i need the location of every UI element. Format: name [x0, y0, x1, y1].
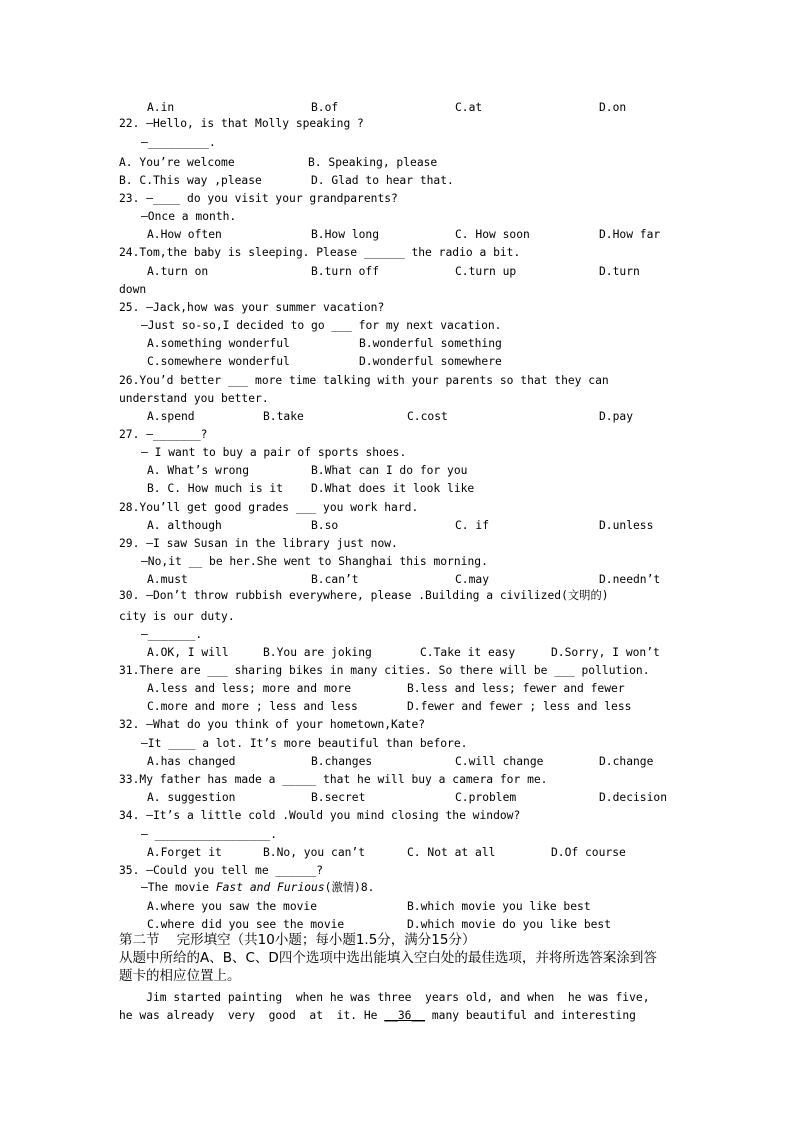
- q24-option-d: D.turn: [599, 265, 640, 278]
- section-title: 第二节 完形填空（共10小题；每小题1.5分，满分15分）: [119, 932, 476, 948]
- q29-option-d: D.needn’t: [599, 573, 661, 586]
- q34-stem: 34. —It’s a little cold .Would you mind closing the window?: [119, 809, 521, 822]
- passage-line2: [119, 1010, 636, 1021]
- q23-option-d: D.How far: [599, 228, 661, 241]
- q34-option-b: B.No, you can’t: [263, 846, 366, 859]
- q35-option-a: A.where you saw the movie: [147, 900, 318, 913]
- q27-reply: — I want to buy a pair of sports shoes.: [141, 446, 407, 459]
- q34-answer-line: — _________________.: [141, 828, 278, 841]
- q32-option-d: D.change: [599, 755, 654, 768]
- q25-option-c: C.somewhere wonderful: [147, 355, 290, 368]
- q30-answer-line: —_______.: [141, 628, 203, 641]
- q33-option-d: D.decision: [599, 791, 668, 804]
- q24-stem: 24.Tom,the baby is sleeping. Please ______ the radio a bit.: [119, 246, 521, 259]
- q35-reply-prefix: —The movie: [141, 881, 216, 894]
- q28-option-c: C. if: [455, 519, 490, 532]
- q28-option-d: D.unless: [599, 519, 654, 532]
- q25-option-a: A.something wonderful: [147, 337, 290, 350]
- q30-option-d: D.Sorry, I won’t: [551, 646, 660, 659]
- q27-stem: 27. —_______?: [119, 428, 208, 441]
- q35-option-d: D.which movie do you like best: [407, 918, 612, 931]
- q32-option-c: C.will change: [455, 755, 544, 768]
- q28-stem: 28.You’ll get good grades ___ you work hard.: [119, 501, 419, 514]
- q27-option-c: B. C. How much is it: [147, 482, 284, 495]
- q33-option-a: A. suggestion: [147, 791, 236, 804]
- q27-option-b: B.What can I do for you: [311, 464, 468, 477]
- section-instruction-line2: 题卡的相应位置上。: [119, 968, 241, 984]
- q26-option-a: A.spend: [147, 410, 195, 423]
- q31-option-a: A.less and less; more and more: [147, 682, 352, 695]
- q29-stem: 29. —I saw Susan in the library just now.: [119, 537, 398, 550]
- q32-stem: 32. —What do you think of your hometown,Kate?: [119, 718, 426, 731]
- q30-stem-line2: city is our duty.: [119, 610, 235, 623]
- q24-option-c: C.turn up: [455, 265, 517, 278]
- q25-reply: —Just so-so,I decided to go ___ for my next vacation.: [141, 319, 502, 332]
- q34-option-c: C. Not at all: [407, 846, 496, 859]
- q29-option-a: A.must: [147, 573, 188, 586]
- q23-option-c: C. How soon: [455, 228, 530, 241]
- q22-option-a: A. You’re welcome: [119, 156, 235, 169]
- passage-line2-end: many beautiful and interesting: [425, 1009, 636, 1022]
- q32-option-a: A.has changed: [147, 755, 236, 768]
- q35-reply-note: (激情)8.: [324, 881, 375, 894]
- q23-reply: —Once a month.: [141, 210, 237, 223]
- q21-option-c: C.at: [455, 101, 483, 114]
- q31-option-b: B.less and less; fewer and fewer: [407, 682, 625, 695]
- q30-option-a: A.OK, I will: [147, 646, 229, 659]
- q35-option-b: B.which movie you like best: [407, 900, 591, 913]
- q32-reply: —It ____ a lot. It’s more beautiful than before.: [141, 737, 468, 750]
- q24-option-a: A.turn on: [147, 265, 209, 278]
- q28-option-b: B.so: [311, 519, 339, 532]
- passage-line2-start: he was already very good at it. He: [119, 1009, 385, 1022]
- q33-option-c: C.problem: [455, 791, 517, 804]
- q26-option-b: B.take: [263, 410, 304, 423]
- q35-reply: [141, 882, 374, 893]
- q23-stem: 23. —____ do you visit your grandparents?: [119, 192, 398, 205]
- q25-option-d: D.wonderful somewhere: [359, 355, 502, 368]
- q24-option-b: B.turn off: [311, 265, 380, 278]
- q35-option-c: C.where did you see the movie: [147, 918, 345, 931]
- q24-option-d-wrap: down: [119, 283, 147, 296]
- q34-option-a: A.Forget it: [147, 846, 222, 859]
- q23-option-b: B.How long: [311, 228, 380, 241]
- q32-option-b: B.changes: [311, 755, 373, 768]
- q29-reply: —No,it __ be her.She went to Shanghai this morning.: [141, 555, 488, 568]
- q22-answer-line: —_________.: [141, 136, 216, 149]
- blank-36: __36__: [384, 1009, 426, 1022]
- q23-option-a: A.How often: [147, 228, 222, 241]
- q26-stem-line2: understand you better.: [119, 392, 269, 405]
- passage-line1: Jim started painting when he was three years old, and when he was five,: [119, 991, 650, 1004]
- q30-stem-line1: 30. —Don’t throw rubbish everywhere, please .Building a civilized(文明的): [119, 589, 609, 602]
- q33-stem: 33.My father has made a _____ that he will buy a camera for me.: [119, 773, 548, 786]
- q35-movie-title: Fast and Furious: [215, 881, 325, 894]
- q30-option-c: C.Take it easy: [420, 646, 516, 659]
- q21-option-a: A.in: [147, 101, 175, 114]
- q26-option-d: D.pay: [599, 410, 634, 423]
- q31-stem: 31.There are ___ sharing bikes in many cities. So there will be ___ pollution.: [119, 664, 650, 677]
- q26-option-c: C.cost: [407, 410, 448, 423]
- q33-option-b: B.secret: [311, 791, 366, 804]
- section-instruction-line1: 从题中所给的A、B、C、D四个选项中选出能填入空白处的最佳选项，并将所选答案涂到答: [119, 950, 657, 966]
- q34-option-d: D.Of course: [551, 846, 626, 859]
- q25-option-b: B.wonderful something: [359, 337, 502, 350]
- q27-option-d: D.What does it look like: [311, 482, 475, 495]
- q22-option-d: D. Glad to hear that.: [311, 174, 454, 187]
- q22-option-c: B. C.This way ,please: [119, 174, 262, 187]
- q22-option-b: B. Speaking, please: [308, 156, 438, 169]
- q28-option-a: A. although: [147, 519, 222, 532]
- q27-option-a: A. What’s wrong: [147, 464, 250, 477]
- q22-stem: 22. —Hello, is that Molly speaking ?: [119, 117, 364, 130]
- q31-option-d: D.fewer and fewer ; less and less: [407, 700, 632, 713]
- q21-option-d: D.on: [599, 101, 627, 114]
- q30-option-b: B.You are joking: [263, 646, 372, 659]
- q25-stem: 25. —Jack,how was your summer vacation?: [119, 301, 385, 314]
- q29-option-c: C.may: [455, 573, 490, 586]
- q31-option-c: C.more and more ; less and less: [147, 700, 358, 713]
- q29-option-b: B.can’t: [311, 573, 359, 586]
- q26-stem-line1: 26.You’d better ___ more time talking with your parents so that they can: [119, 374, 609, 387]
- q21-option-b: B.of: [311, 101, 339, 114]
- q35-stem: 35. —Could you tell me ______?: [119, 864, 324, 877]
